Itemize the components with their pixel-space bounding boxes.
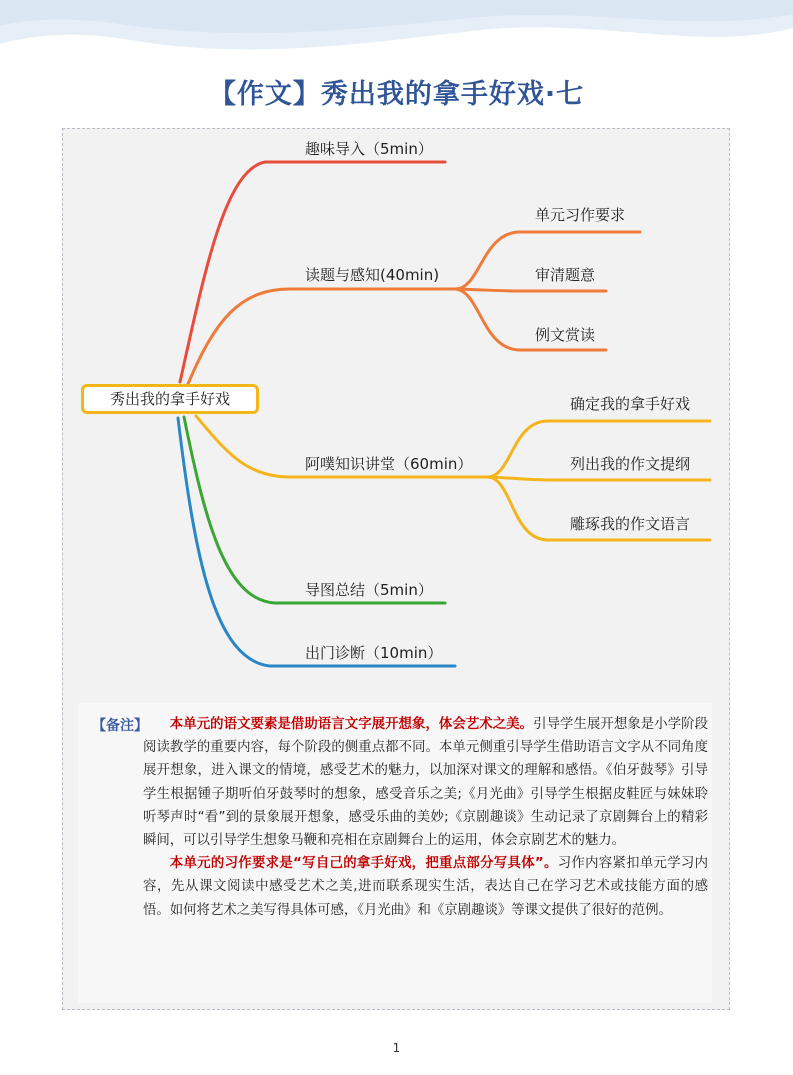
sub-connector-3-2 <box>488 477 710 480</box>
page-title: 【作文】秀出我的拿手好戏·七 <box>208 79 585 110</box>
notes-text-1: 引导学生展开想象是小学阶段阅读教学的重要内容，每个阶段的侧重点都不同。本单元侧重引导学生借助语言文字从不同角度展开想象，进入课文的情境，感受艺术的魅力，以加深对课文的理解和感悟。《伯牙鼓琴》引导学生根据锺子期听伯牙鼓琴时的想象，感受音乐之美;《月光曲》引导学生根据皮鞋匠与妹妹聆听琴声时“看”到的景象展开想象，感受乐曲的美妙;《京剧趣谈》生动记录了京剧舞台上的精彩瞬间，可以引导学生想象马鞭和亮相在京剧舞台上的运用，体会京剧艺术的魅力。 <box>143 717 709 849</box>
branch-label-4: 导图总结（5min） <box>305 581 433 599</box>
sub-label-3-2: 列出我的作文提纲 <box>570 455 691 473</box>
branch-label-1: 趣味导入（5min） <box>305 140 433 158</box>
page-number: 1 <box>392 1041 401 1055</box>
notes-paragraph-1 <box>143 713 708 852</box>
notes-body <box>143 713 708 922</box>
sub-label-2-1: 单元习作要求 <box>535 206 626 224</box>
branch-label-5: 出门诊断（10min） <box>305 644 443 662</box>
branch-label-3: 阿噗知识讲堂（60min） <box>305 455 473 473</box>
branch-label-2: 读题与感知(40min) <box>305 266 440 284</box>
sub-label-2-2: 审清题意 <box>535 266 596 284</box>
sub-connector-2-2 <box>455 289 606 291</box>
sub-label-3-1: 确定我的拿手好戏 <box>570 395 691 413</box>
sub-label-2-3: 例文赏读 <box>535 326 596 344</box>
notes-label: 【备注】 <box>92 718 148 734</box>
branch-connector-2 <box>188 289 455 384</box>
mind-map-root: 秀出我的拿手好戏 <box>81 384 259 414</box>
notes-highlight-1: 本单元的语文要素是借助语言文字展开想象，体会艺术之美。 <box>169 717 534 732</box>
notes-highlight-2: 本单元的习作要求是“写自己的拿手好戏，把重点部分写具体”。 <box>169 856 558 872</box>
notes-text-2: 习作内容紧扣单元学习内容，先从课文阅读中感受艺术之美,进而联系现实生活，表达自己在学习艺术或技能方面的感悟。如何将艺术之美写得具体可感，《月光曲》和《京剧趣谈》等课文提供了很好的范例。 <box>143 856 708 918</box>
sub-label-3-3: 雕琢我的作文语言 <box>570 515 691 533</box>
notes-paragraph-2 <box>143 852 708 922</box>
